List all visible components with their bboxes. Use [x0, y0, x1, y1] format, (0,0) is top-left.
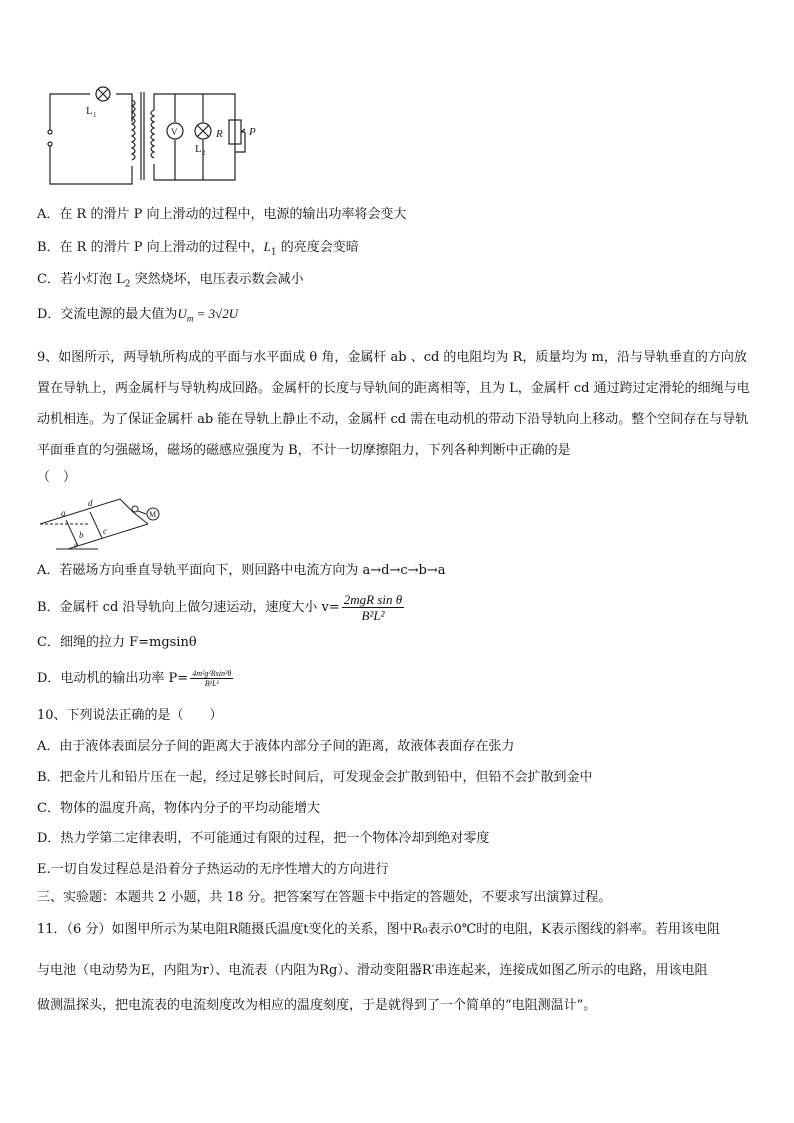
q10-stem: 10、下列说法正确的是（ ）: [37, 708, 223, 723]
label-l1-sub: 1: [93, 111, 97, 119]
q10-option-a: A．由于液体表面层分子间的距离大于液体内部分子间的距离，故液体表面存在张力: [37, 739, 515, 754]
q8-option-d-sub: m: [186, 313, 194, 324]
q8-option-b-l: L: [263, 239, 271, 254]
fig-label-b: b: [79, 530, 84, 540]
q8-option-d: [37, 305, 238, 328]
q9-option-c: C．细绳的拉力 F=mgsinθ: [37, 635, 197, 650]
q9-option-b-pre: B．金属杆 cd 沿导轨向上做匀速运动，速度大小 v=: [37, 600, 340, 615]
q9-option-b-num: 2mgR sin θ: [343, 592, 403, 607]
q9-option-d-den: B²L²: [204, 679, 219, 688]
label-l2: L: [195, 143, 202, 155]
q10-option-c: C．物体的温度升高，物体内分子的平均动能增大: [37, 801, 320, 816]
q8-option-c-sub: 2: [124, 279, 131, 290]
q8-option-b-post: 的亮度会变暗: [276, 240, 359, 255]
q9-option-d: [37, 668, 235, 690]
q11-line-1: 11．（6 分）如图甲所示为某电阻R随摄氏温度t变化的关系，图中R₀表示0℃时的电阻，K表示图线的斜率。若用该电阻: [37, 922, 720, 937]
section-3-heading: 三、实验题：本题共 2 小题，共 18 分。把答案写在答题卡中指定的答题处，不要求写出演算过程。: [37, 890, 612, 905]
q8-option-d-rhs: = 3√2U: [193, 306, 239, 321]
q8-option-c-pre: C．若小灯泡 L: [37, 272, 125, 287]
q9-option-d-num: 4m²g²Rsin²θ: [192, 669, 232, 678]
fig-label-d: d: [88, 498, 93, 508]
q9-option-b-fraction: [342, 592, 404, 623]
label-r: R: [216, 128, 223, 140]
q8-option-a: A．在 R 的滑片 P 向上滑动的过程中，电源的输出功率将会变大: [37, 207, 407, 222]
q9-option-a: A．若磁场方向垂直导轨平面向下，则回路中电流方向为 a→d→c→b→a: [37, 563, 446, 578]
q10-option-e: E.一切自发过程总是沿着分子热运动的无序性增大的方向进行: [37, 862, 389, 877]
q9-stem: 9、如图所示，两导轨所构成的平面与水平面成 θ 角，金属杆 ab 、cd 的电阻均为 R，质量均为 m，沿与导轨垂直的方向放置在导轨上，两金属杆与导轨构成回路。金属杆的长度与导轨间的距离相等，且为 L，金属杆 cd 通过跨过定滑轮的细绳与电动机相连。为了保证金属杆 ab 能在导轨上静止不动，金属杆 cd 需在电动机的带动下沿导轨向上移动。整个空间存在与导轨平面垂直的匀强磁场，磁场的磁感应强度为 B，不计一切摩擦阻力，下列各种判断中正确的是: [37, 350, 750, 458]
transformer-circuit-figure: [40, 80, 300, 190]
fig-label-theta: θ: [74, 544, 77, 550]
q8-option-d-u: U: [177, 306, 187, 321]
q11-line-3: 做测温探头，把电流表的电流刻度改为相应的温度刻度，于是就得到了一个简单的“电阻测温计”。: [37, 998, 597, 1013]
q9-option-b-den: B²L²: [361, 608, 385, 623]
q8-option-b: [37, 238, 359, 262]
label-l1: L: [86, 105, 93, 117]
fig-label-motor: M: [149, 510, 157, 519]
q10-option-b: B．把金片儿和铅片压在一起，经过足够长时间后，可发现金会扩散到铅中，但铅不会扩散到金中: [37, 770, 593, 785]
q8-option-c: [37, 271, 304, 294]
label-l2-sub: 2: [202, 149, 206, 157]
q9-bracket: （ ）: [37, 470, 77, 485]
fig-label-c: c: [103, 526, 107, 536]
label-p: P: [249, 126, 256, 138]
label-v: V: [171, 127, 178, 137]
q8-option-b-sub: 1: [270, 247, 277, 258]
q9-option-d-fraction: [190, 669, 233, 688]
q8-option-d-pre: D．交流电源的最大值为: [37, 307, 178, 322]
fig-label-a: a: [61, 508, 66, 518]
q11-line-2: 与电池（电动势为E，内阻为r）、电流表（内阻为Rg）、滑动变阻器R′串连起来，连接成如图乙所示的电路，用该电阻: [37, 963, 708, 978]
q9-option-d-pre: D．电动机的输出功率 P=: [37, 671, 189, 686]
q10-option-d: D．热力学第二定律表明，不可能通过有限的过程，把一个物体冷却到绝对零度: [37, 831, 490, 846]
q8-option-b-pre: B．在 R 的滑片 P 向上滑动的过程中，: [37, 240, 264, 255]
q8-option-c-post: 突然烧坏，电压表示数会减小: [130, 272, 304, 287]
incline-rails-figure: [38, 494, 188, 554]
q9-option-b: [37, 592, 406, 623]
